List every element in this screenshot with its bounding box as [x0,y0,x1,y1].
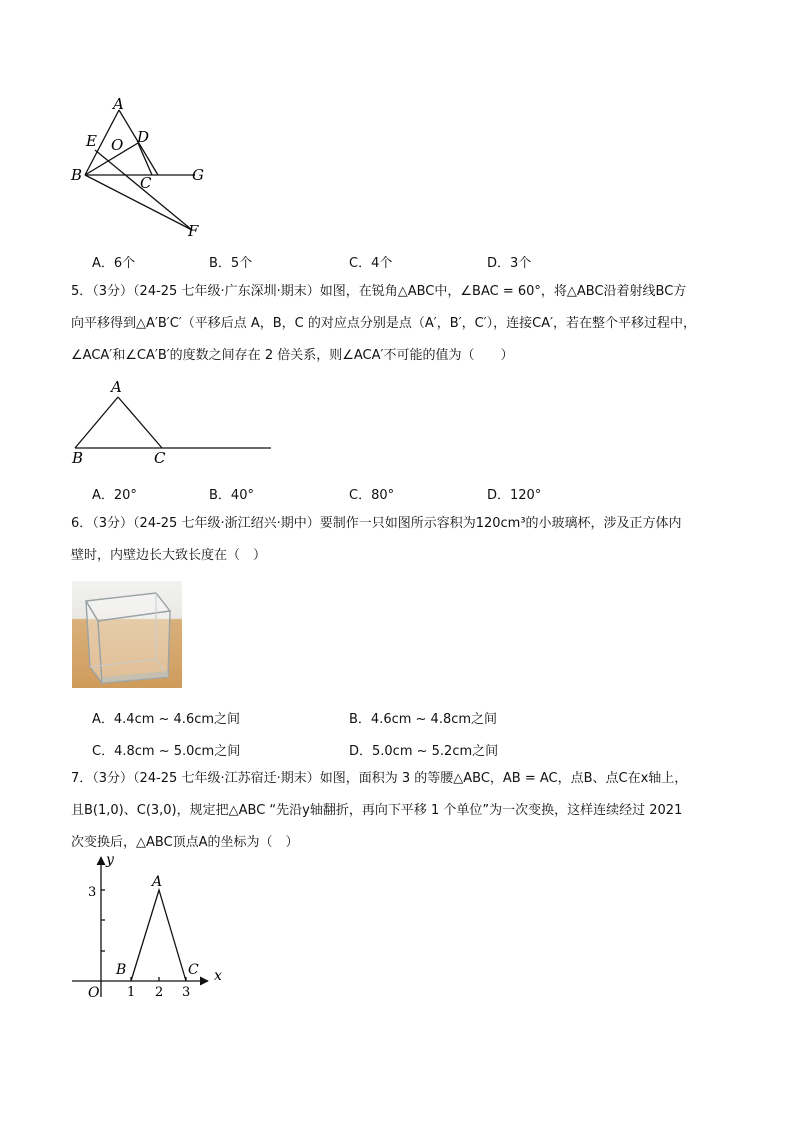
q5-stem-line2: 向平移得到△A′B′C′（平移后点 A，B，C 的对应点分别是点（A′，B′，C′），连接CA′，若在整个平移过程中， [71,316,697,331]
x-tick-3: 3 [182,985,191,1000]
q6-option-a[interactable]: A．4.4cm ~ 4.6cm之间 [92,712,241,727]
y-tick-3: 3 [88,885,97,900]
q5-stem-line1: 5．（3分）（24-25 七年级·广东深圳·期末）如图，在锐角△ABC中，∠BAC = 60°，将△ABC沿着射线BC方 [71,284,687,299]
x-tick-1: 1 [127,985,136,1000]
triangle-abc [131,890,186,981]
q5-label-c: C [154,449,166,466]
q7-label-c: C [188,962,199,978]
q6-stem-line2: 壁时，内壁边长大致长度在（ ） [71,548,267,563]
q4-option-a[interactable]: A．6个 [92,256,136,271]
q5-label-b: B [72,449,84,466]
q5-option-c[interactable]: C．80° [349,488,395,503]
q5-option-b[interactable]: B．40° [209,488,254,503]
q4-label-e: E [86,132,97,150]
x-tick-2: 2 [155,985,164,1000]
q4-label-g: G [192,166,204,184]
q4-label-c: C [140,174,152,192]
q7-stem-line3: 次变换后，△ABC顶点A的坐标为（ ） [71,835,299,850]
q4-option-d[interactable]: D．3个 [487,256,532,271]
q7-label-b: B [116,962,127,978]
q5-stem-line3: ∠ACA′和∠CA′B′的度数之间存在 2 倍关系，则∠ACA′不可能的值为（ ） [71,348,514,363]
glass-cup-photo [72,581,182,688]
q6-option-c[interactable]: C．4.8cm ~ 5.0cm之间 [92,744,241,759]
q7-label-a: A [152,874,163,890]
q5-option-a[interactable]: A．20° [92,488,137,503]
q4-option-b[interactable]: B．5个 [209,256,253,271]
q6-option-b[interactable]: B．4.6cm ~ 4.8cm之间 [349,712,498,727]
q4-option-c[interactable]: C．4个 [349,256,393,271]
x-axis-label: x [214,968,222,984]
q6-stem-line1: 6．（3分）（24-25 七年级·浙江绍兴·期中）要制作一只如图所示容积为120cm³的小玻璃杯，涉及正方体内 [71,516,682,531]
q4-label-b: B [71,166,83,184]
q7-coordinate-figure [66,852,236,1002]
origin-label: O [88,985,100,1001]
q7-stem-line1: 7．（3分）（24-25 七年级·江苏宿迁·期末）如图，面积为 3 的等腰△ABC，AB = AC，点B、点C在x轴上， [71,771,688,786]
q5-option-d[interactable]: D．120° [487,488,542,503]
q6-option-d[interactable]: D．5.0cm ~ 5.2cm之间 [349,744,499,759]
q4-label-f: F [188,222,199,240]
q7-stem-line2: 且B(1,0)、C(3,0)，规定把△ABC “先沿y轴翻折，再向下平移 1 个单位”为一次变换，这样连续经过 2021 [71,803,683,818]
q4-label-o: O [111,136,124,154]
q4-label-a: A [113,95,124,113]
q4-figure [60,95,220,245]
q4-label-d: D [137,128,150,146]
q5-figure [66,376,276,466]
y-axis-label: y [106,852,114,868]
q5-label-a: A [111,378,122,396]
